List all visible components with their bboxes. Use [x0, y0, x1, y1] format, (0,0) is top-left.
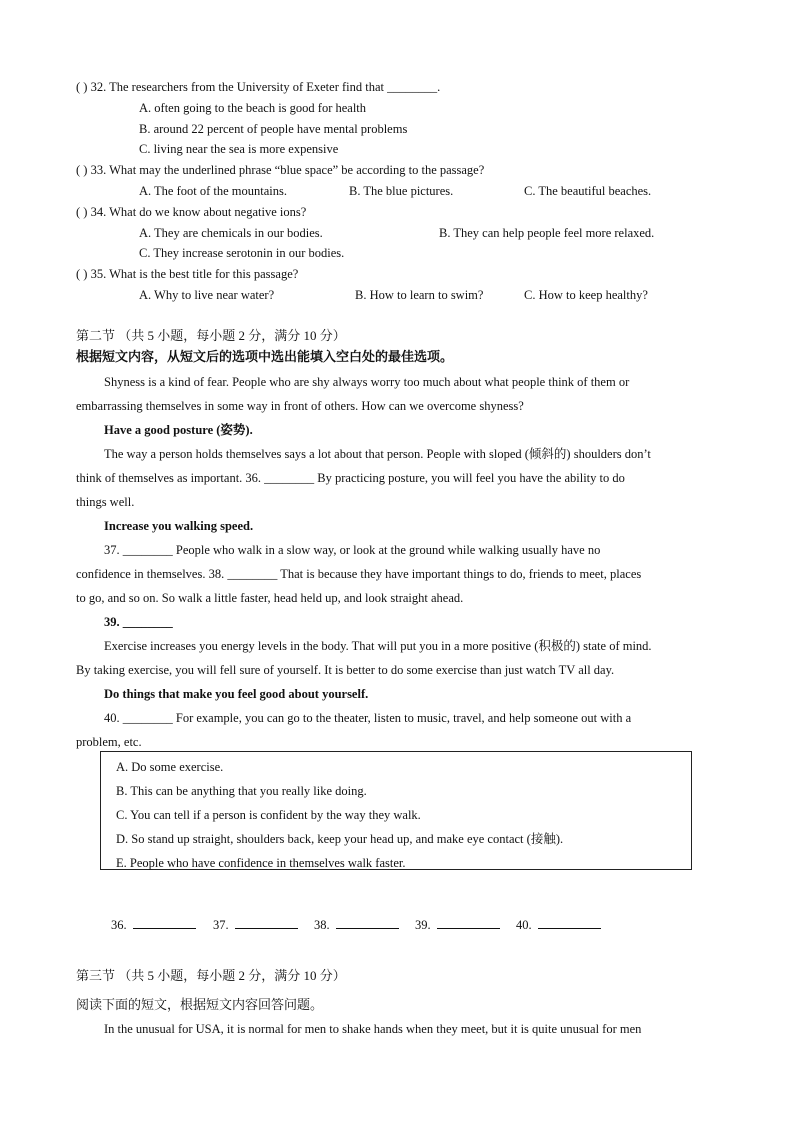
- passage-line: In the unusual for USA, it is normal for men to shake hands when they meet, but it is quite unusual for men: [104, 1022, 642, 1036]
- answer-line[interactable]: [336, 917, 399, 929]
- section-2-heading: 第二节 （共 5 小题，每小题 2 分，满分 10 分）: [76, 328, 346, 343]
- question-34-option-b: B. They can help people feel more relaxed.: [439, 226, 655, 240]
- subheading-feel-good: Do things that make you feel good about yourself.: [104, 687, 369, 701]
- question-32-option-b: B. around 22 percent of people have mental problems: [139, 122, 408, 136]
- question-33-stem: ( ) 33. What may the underlined phrase “blue space” be according to the passage?: [76, 163, 485, 177]
- section-2-instruction: 根据短文内容，从短文后的选项中选出能填入空白处的最佳选项。: [76, 349, 454, 364]
- passage-line: Exercise increases you energy levels in the body. That will put you in a more positive (积极的) state of mind.: [104, 639, 652, 653]
- answer-line[interactable]: [437, 917, 500, 929]
- answer-label: 39.: [415, 918, 431, 932]
- answer-blank-40[interactable]: [516, 917, 601, 933]
- question-35-option-b: B. How to learn to swim?: [355, 288, 484, 302]
- question-35-stem: ( ) 35. What is the best title for this passage?: [76, 267, 299, 281]
- answer-line[interactable]: [538, 917, 601, 929]
- answer-label: 36.: [111, 918, 127, 932]
- answer-label: 37.: [213, 918, 229, 932]
- passage-line: things well.: [76, 495, 135, 509]
- question-33-option-c: C. The beautiful beaches.: [524, 184, 652, 198]
- answer-blank-37[interactable]: [213, 917, 298, 933]
- option-d: D. So stand up straight, shoulders back, keep your head up, and make eye contact (接触).: [116, 832, 564, 846]
- answer-blank-36[interactable]: [111, 917, 196, 933]
- question-32-option-a: A. often going to the beach is good for health: [139, 101, 367, 115]
- question-34-option-c: C. They increase serotonin in our bodies.: [139, 246, 345, 260]
- passage-line: 37. ________ People who walk in a slow way, or look at the ground while walking usually have no: [104, 543, 601, 557]
- answer-line[interactable]: [133, 917, 196, 929]
- option-e: E. People who have confidence in themselves walk faster.: [116, 856, 406, 870]
- question-32-stem: ( ) 32. The researchers from the University of Exeter find that ________.: [76, 80, 441, 94]
- subheading-posture: Have a good posture (姿势).: [104, 423, 253, 437]
- passage-line: problem, etc.: [76, 735, 142, 749]
- section-3-instruction: 阅读下面的短文，根据短文内容回答问题。: [76, 997, 324, 1012]
- passage-line: confidence in themselves. 38. ________ That is because they have important things to do, friends to meet, places: [76, 567, 642, 581]
- answer-blank-39[interactable]: [415, 917, 500, 933]
- option-b: B. This can be anything that you really like doing.: [116, 784, 367, 798]
- answer-label: 38.: [314, 918, 330, 932]
- passage-line: 40. ________ For example, you can go to the theater, listen to music, travel, and help someone out with a: [104, 711, 632, 725]
- passage-line: The way a person holds themselves says a lot about that person. People with sloped (倾斜的) shoulders don’t: [104, 447, 651, 461]
- passage-line: Shyness is a kind of fear. People who are shy always worry too much about what people think of them or: [104, 375, 630, 389]
- passage-line: to go, and so on. So walk a little faster, head held up, and look straight ahead.: [76, 591, 464, 605]
- subheading-walking-speed: Increase you walking speed.: [104, 519, 254, 533]
- passage-line: By taking exercise, you will fell sure of yourself. It is better to do some exercise than just watch TV all day.: [76, 663, 615, 677]
- passage-line: embarrassing themselves in some way in front of others. How can we overcome shyness?: [76, 399, 524, 413]
- option-c: C. You can tell if a person is confident by the way they walk.: [116, 808, 421, 822]
- option-a: A. Do some exercise.: [116, 760, 224, 774]
- question-35-option-a: A. Why to live near water?: [139, 288, 275, 302]
- answer-line[interactable]: [235, 917, 298, 929]
- passage-line: think of themselves as important. 36. ________ By practicing posture, you will feel you have the ability to do: [76, 471, 625, 485]
- subheading-39: 39. ________: [104, 615, 173, 629]
- answer-blank-38[interactable]: [314, 917, 399, 933]
- question-33-option-b: B. The blue pictures.: [349, 184, 454, 198]
- section-3-heading: 第三节 （共 5 小题，每小题 2 分，满分 10 分）: [76, 968, 346, 983]
- question-34-option-a: A. They are chemicals in our bodies.: [139, 226, 323, 240]
- question-35-option-c: C. How to keep healthy?: [524, 288, 648, 302]
- question-34-stem: ( ) 34. What do we know about negative ions?: [76, 205, 307, 219]
- question-32-option-c: C. living near the sea is more expensive: [139, 142, 339, 156]
- answer-label: 40.: [516, 918, 532, 932]
- question-33-option-a: A. The foot of the mountains.: [139, 184, 288, 198]
